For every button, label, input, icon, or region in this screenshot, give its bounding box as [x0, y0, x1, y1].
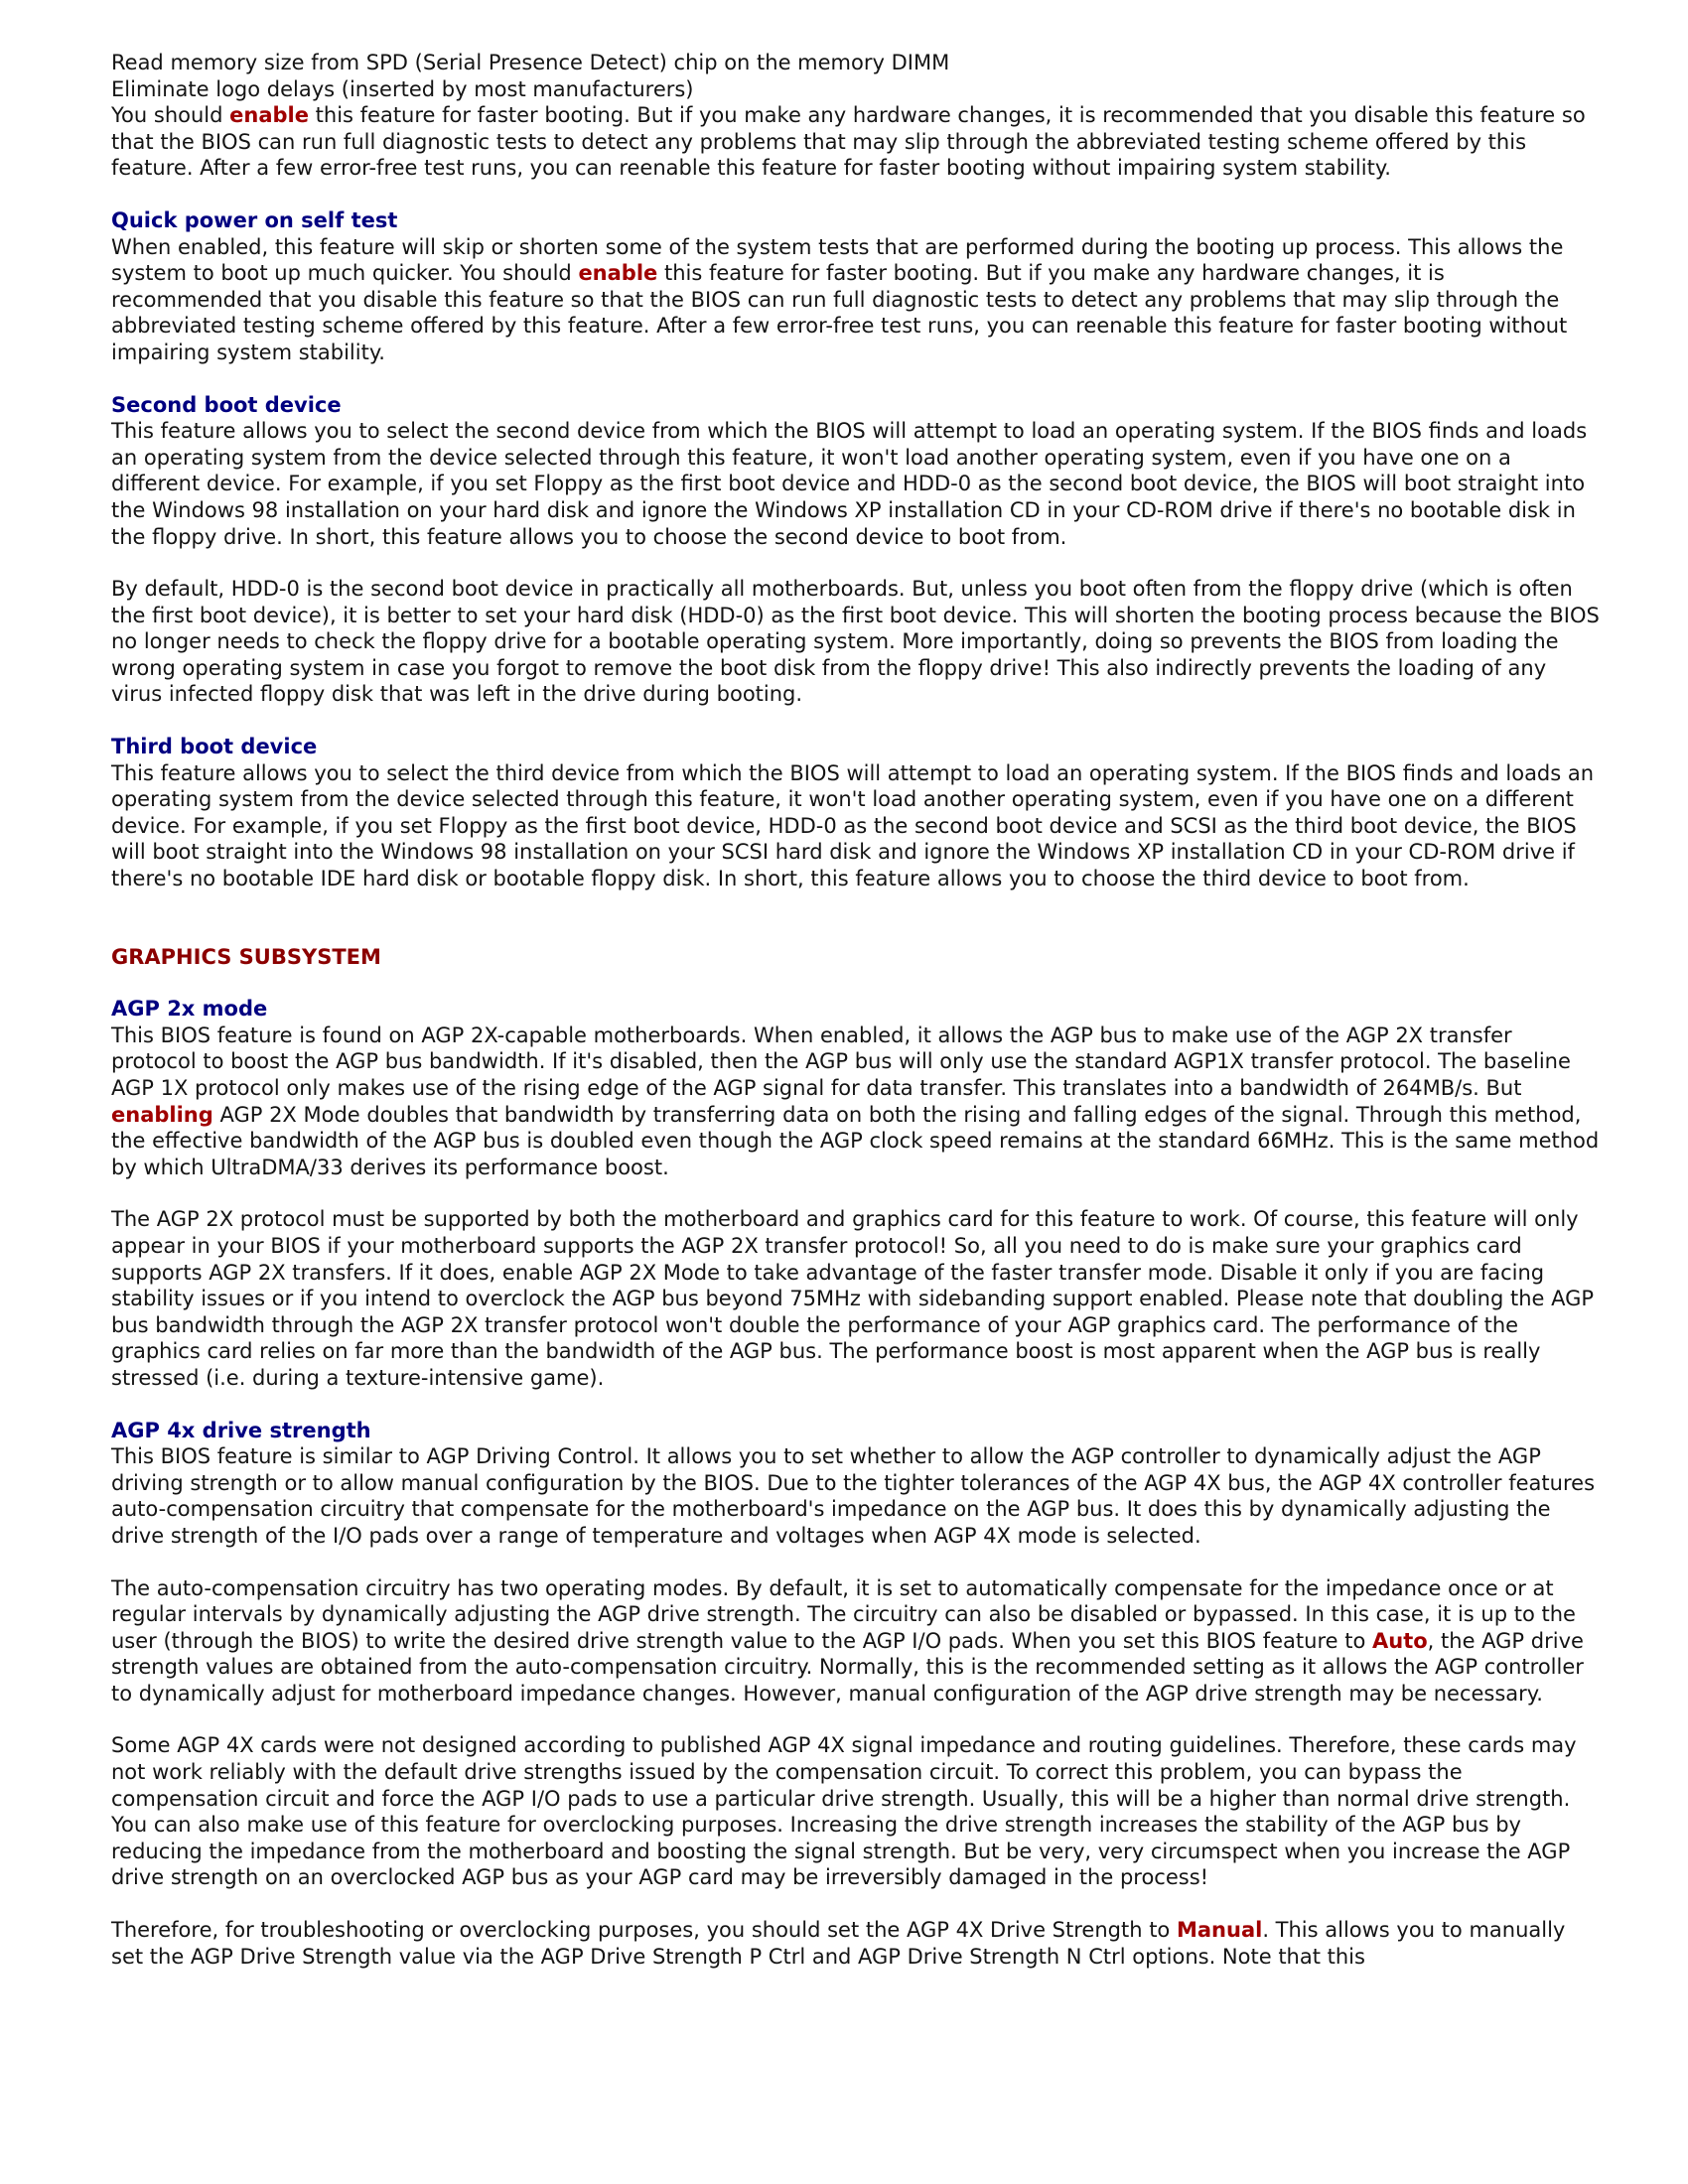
second-boot-paragraph-2: By default, HDD-0 is the second boot device in practically all motherboards. But, unless you boot often from the floppy drive (which is often the first boot device), it is better to set your hard disk (HDD-0) as the first boot device. This will shorten the booting process because the BIOS no longer needs to check the floppy drive for a bootable operating system. More importantly, doing so prevents the BIOS from loading the wrong operating system in case you forgot to remove the boot disk from the floppy drive! This also indirectly prevents the loading of any virus infected floppy disk that was left in the drive during booting. [111, 577, 1600, 707]
second-boot-paragraph-1: This feature allows you to select the second device from which the BIOS will attempt to load an operating system. If the BIOS finds and loads an operating system from the device selected through this feature, it won't load another operating system, even if you have one on a different device. For example, if you set Floppy as the first boot device and HDD-0 as the second boot device, the BIOS will boot straight into the Windows 98 installation on your hard disk and ignore the Windows XP installation CD in your CD-ROM drive if there's no bootable disk in the floppy drive. In short, this feature allows you to choose the second device to boot from. [111, 419, 1588, 549]
text-run: You should [111, 103, 230, 128]
intro-line-logo: Eliminate logo delays (inserted by most manufacturers) [111, 76, 694, 101]
emphasis-enable: enable [578, 261, 658, 286]
text-run: When enabled, this feature will skip or shorten some of the system tests that are performed during the booting up process. This allows the system to boot up much quicker. You should [111, 234, 1564, 286]
document-page [111, 50, 1601, 1970]
agp2x-paragraph-1 [111, 1023, 1601, 1181]
intro-paragraph [111, 102, 1601, 182]
text-run: this feature for faster booting. But if you make any hardware changes, it is recommended that you disable this feature so that the BIOS can run full diagnostic tests to detect any problems that may slip through the abbreviated testing scheme offered by this feature. After a few error-free test runs, you can reenable this feature for faster booting without impairing system stability. [111, 103, 1586, 181]
text-run: AGP 2X Mode doubles that bandwidth by transferring data on both the rising and falling edges of the signal. Through this method, the effective bandwidth of the AGP bus is doubled even though the AGP clock speed remains at the standard 66MHz. This is the same method by which UltraDMA/33 derives its performance boost. [111, 1102, 1600, 1179]
quick-post-paragraph [111, 234, 1601, 366]
text-run: This BIOS feature is found on AGP 2X-capable motherboards. When enabled, it allows the AGP bus to make use of the AGP 2X transfer protocol to boost the AGP bus bandwidth. If it's disabled, then the AGP bus will only use the standard AGP1X transfer protocol. The baseline AGP 1X protocol only makes use of the rising edge of the AGP signal for data transfer. This translates into a bandwidth of 264MB/s. But [111, 1023, 1571, 1100]
heading-second-boot-device: Second boot device [111, 392, 342, 417]
emphasis-manual: Manual [1176, 1918, 1263, 1943]
agp4x-paragraph-4 [111, 1917, 1601, 1970]
text-run: . This allows you to manually set the AGP Drive Strength value via the AGP Drive Strength P Ctrl and AGP Drive Strength N Ctrl options. Note that this [111, 1918, 1566, 1969]
heading-agp-4x-drive-strength: AGP 4x drive strength [111, 1418, 371, 1442]
text-run: this feature for faster booting. But if you make any hardware changes, it is recommended that you disable this feature so that the BIOS can run full diagnostic tests to detect any problems that may slip through the abbreviated testing scheme offered by this feature. After a few error-free test runs, you can reenable this feature for faster booting without impairing system stability. [111, 261, 1568, 364]
text-run: The auto-compensation circuitry has two operating modes. By default, it is set to automatically compensate for the impedance once or at regular intervals by dynamically adjusting the AGP drive strength. The circuitry can also be disabled or bypassed. In this case, it is up to the user (through the BIOS) to write the desired drive strength value to the AGP I/O pads. When you set this BIOS feature to [111, 1575, 1576, 1653]
emphasis-auto: Auto [1372, 1628, 1428, 1653]
emphasis-enable: enable [229, 103, 309, 128]
heading-quick-post: Quick power on self test [111, 207, 398, 232]
text-run: , the AGP drive strength values are obtained from the auto-compensation circuitry. Normally, this is the recommended setting as it allows the AGP controller to dynamically adjust for motherboard impedance changes. However, manual configuration of the AGP drive strength may be necessary. [111, 1628, 1584, 1706]
agp4x-paragraph-3: Some AGP 4X cards were not designed according to published AGP 4X signal impedance and routing guidelines. Therefore, these cards may not work reliably with the default drive strengths issued by the compensation circuit. To correct this problem, you can bypass the compensation circuit and force the AGP I/O pads to use a particular drive strength. Usually, this will be a higher than normal drive strength. You can also make use of this feature for overclocking purposes. Increasing the drive strength increases the stability of the AGP bus by reducing the impedance from the motherboard and boosting the signal strength. But be very, very circumspect when you increase the AGP drive strength on an overclocked AGP bus as your AGP card may be irreversibly damaged in the process! [111, 1733, 1577, 1890]
heading-agp-2x-mode: AGP 2x mode [111, 997, 268, 1022]
emphasis-enabling: enabling [111, 1102, 213, 1127]
third-boot-paragraph: This feature allows you to select the third device from which the BIOS will attempt to load an operating system. If the BIOS finds and loads an operating system from the device selected through this feature, it won't load another operating system, even if you have one on a different device. For example, if you set Floppy as the first boot device, HDD-0 as the second boot device and SCSI as the third boot device, the BIOS will boot straight into the Windows 98 installation on your SCSI hard disk and ignore the Windows XP installation CD in your CD-ROM drive if there's no bootable IDE hard disk or bootable floppy disk. In short, this feature allows you to choose the third device to boot from. [111, 760, 1595, 891]
agp4x-paragraph-2 [111, 1575, 1601, 1707]
text-run: Therefore, for troubleshooting or overclocking purposes, you should set the AGP 4X Drive Strength to [111, 1918, 1177, 1943]
heading-third-boot-device: Third boot device [111, 735, 318, 759]
agp4x-paragraph-1: This BIOS feature is similar to AGP Driving Control. It allows you to set whether to allow the AGP controller to dynamically adjust the AGP driving strength or to allow manual configuration by the BIOS. Due to the tighter tolerances of the AGP 4X bus, the AGP 4X controller features auto-compensation circuitry that compensate for the motherboard's impedance on the AGP bus. It does this by dynamically adjusting the drive strength of the I/O pads over a range of temperature and voltages when AGP 4X mode is selected. [111, 1444, 1596, 1548]
heading-graphics-subsystem: GRAPHICS SUBSYSTEM [111, 944, 381, 969]
agp2x-paragraph-2: The AGP 2X protocol must be supported by both the motherboard and graphics card for this feature to work. Of course, this feature will only appear in your BIOS if your motherboard supports the AGP 2X transfer protocol! So, all you need to do is make sure your graphics card supports AGP 2X transfers. If it does, enable AGP 2X Mode to take advantage of the faster transfer mode. Disable it only if you are facing stability issues or if you intend to overclock the AGP bus beyond 75MHz with sidebanding support enabled. Please note that doubling the AGP bus bandwidth through the AGP 2X transfer protocol won't double the performance of your AGP graphics card. The performance of the graphics card relies on far more than the bandwidth of the AGP bus. The performance boost is most apparent when the AGP bus is really stressed (i.e. during a texture-intensive game). [111, 1207, 1595, 1390]
intro-line-spd: Read memory size from SPD (Serial Presence Detect) chip on the memory DIMM [111, 51, 950, 74]
